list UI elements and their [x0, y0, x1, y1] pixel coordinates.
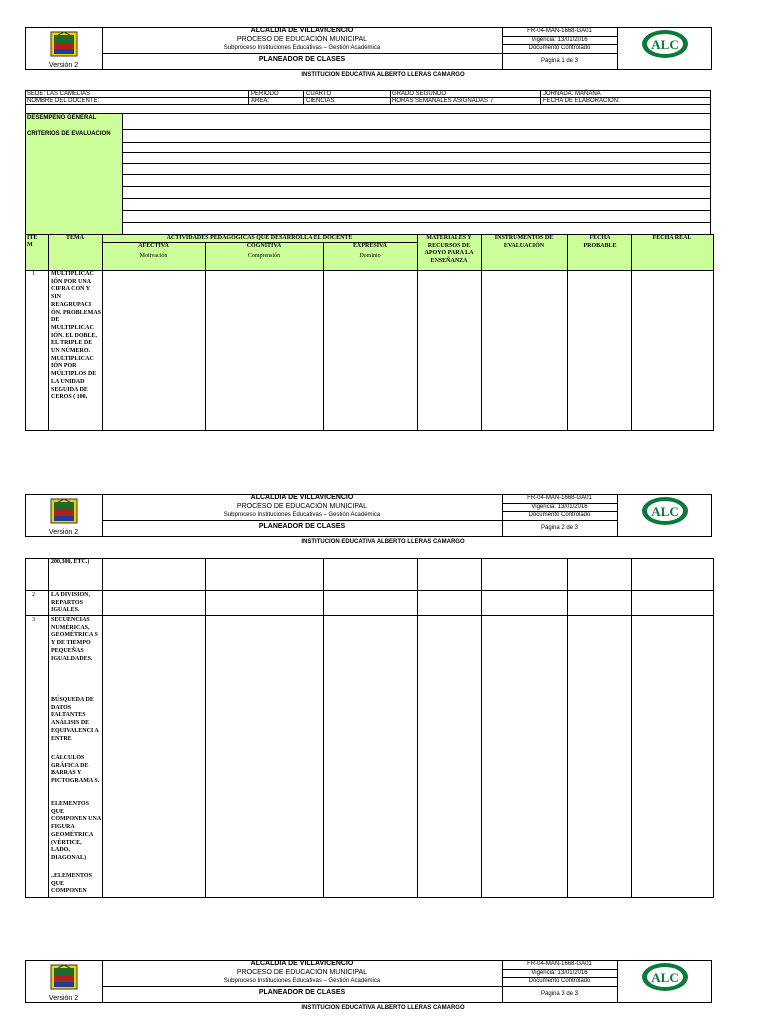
col-sub-dominio: Dominio: [359, 253, 381, 259]
subprocess-name: Subproceso Instituciones Educativas – Gestión Académica: [223, 45, 381, 51]
grado-field: GRADO SEGUNDO: [392, 91, 447, 97]
process-name: PROCESO DE EDUCACIÓN MUNICIPAL: [236, 503, 368, 510]
criterios-label: CRITERIOS DE EVALUACION: [27, 131, 111, 137]
row-2-item-number: 2: [32, 592, 35, 598]
sede-field: SEDE: LAS CAMELIAS: [27, 91, 91, 97]
row-3-topic-secuencias: SECUENCIAS NUMÉRICAS, GEOMÉTRICA S Y DE TIEMPO PEQUEÑAS IGUALDADES.: [51, 617, 98, 662]
page-number: Página 3 de 3: [540, 991, 579, 997]
doc-code: FR-04-MAN-1668-GA01: [527, 28, 592, 34]
institution-name: INSTITUCION EDUCATIVA ALBERTO LLERAS CAMARGO: [301, 1005, 465, 1011]
doc-title: PLANEADOR DE CLASES: [258, 56, 346, 63]
page-number: Página 1 de 3: [540, 58, 579, 64]
row-2-topic: LA DIVISION, REPARTOS IGUALES.: [51, 592, 91, 614]
institution-name: INSTITUCION EDUCATIVA ALBERTO LLERAS CAMARGO: [301, 539, 465, 545]
doc-validity: Vigencia: 13/01/2016: [531, 37, 588, 43]
doc-title: PLANEADOR DE CLASES: [258, 989, 346, 996]
municipal-crest-logo: [50, 31, 78, 57]
col-header-expresiva: EXPRESIVA: [353, 243, 387, 249]
page-number: Página 2 de 3: [540, 525, 579, 531]
col-header-instrumentos: INSTRUMENTOS DE EVALUACIÓN: [494, 235, 554, 249]
row-1-topic-continued: 200,300, ETC.): [51, 559, 90, 565]
version-label: Versión 2: [48, 62, 79, 69]
subprocess-name: Subproceso Instituciones Educativas – Gestión Académica: [223, 512, 381, 518]
desempeno-label: DESEMPENO GENERAL: [27, 115, 97, 121]
svg-text:ALC: ALC: [651, 504, 679, 519]
municipal-crest-logo: [50, 964, 78, 990]
institution-logo: [641, 496, 689, 526]
col-sub-motivacion: Motivación: [139, 253, 168, 259]
doc-validity: Vigencia: 13/01/2016: [531, 504, 588, 510]
col-header-item: ITE M: [27, 235, 38, 248]
municipal-crest-logo: [50, 498, 78, 524]
version-label: Versión 2: [48, 529, 79, 536]
docente-field: NOMBRE DEL DOCENTE:: [27, 98, 100, 104]
institution-name: INSTITUCION EDUCATIVA ALBERTO LLERAS CAMARGO: [301, 72, 465, 78]
col-header-fecha-real: FECHA REAL: [652, 235, 692, 241]
col-header-cognitiva: COGNITIVA: [246, 243, 282, 249]
col-header-tema: TEMA: [66, 235, 84, 241]
doc-controlled: Documento Controlado: [528, 45, 591, 51]
horas-label: HORAS SEMANALES ASIGNADAS: [392, 98, 489, 104]
col-header-fecha-probable: FECHA PROBABLE: [583, 235, 617, 249]
doc-code: FR-04-MAN-1668-GA01: [527, 495, 592, 501]
svg-text:ALC: ALC: [651, 970, 679, 985]
col-header-materiales: MATERIALES Y RECURSOS DE APOYO PARA LA ENSEÑANZA: [424, 235, 474, 265]
doc-validity: Vigencia: 13/01/2016: [531, 970, 588, 976]
svg-text:ALC: ALC: [651, 37, 679, 52]
col-sub-comprension: Comprensión: [247, 253, 281, 259]
fecha-elaboracion-field: FECHA DE ELABORACION:: [543, 98, 620, 104]
periodo-label: PERIODO: [251, 91, 279, 97]
row-3-item-number: 3: [32, 617, 35, 623]
col-header-actividades: ACTIVIDADES PEDAGOGICAS QUE DESARROLLA EL DOCENTE: [166, 235, 353, 241]
version-label: Versión 2: [48, 995, 79, 1002]
doc-title: PLANEADOR DE CLASES: [258, 523, 346, 530]
area-label: AREA:: [251, 98, 270, 104]
subprocess-name: Subproceso Instituciones Educativas – Gestión Académica: [223, 978, 381, 984]
institution-logo: [641, 962, 689, 992]
horas-value: 7: [490, 98, 494, 104]
row-1-item-number: 1: [32, 271, 35, 277]
periodo-value: CUARTO: [306, 91, 332, 97]
row-3-topic-busqueda: BÚSQUEDA DE DATOS FALTANTES ANÁLISIS DE EQUIVALENCI A ENTRE: [51, 697, 99, 742]
row-3-topic-elementos: ELEMENTOS QUE COMPONEN UNA FIGURA GEOMÉTRICA (VÉRTICE, LADO, DIAGONAL): [51, 801, 101, 861]
org-name: ALCALDIA DE VILLAVICENCIO: [250, 27, 354, 34]
jornada-field: JORNADA: MAÑANA: [543, 91, 601, 97]
doc-controlled: Documento Controlado: [528, 978, 591, 984]
row-3-topic-elementos-cont: ..ELEMENTOS QUE COMPONEN: [51, 873, 92, 895]
doc-code: FR-04-MAN-1668-GA01: [527, 961, 592, 967]
process-name: PROCESO DE EDUCACIÓN MUNICIPAL: [236, 36, 368, 43]
org-name: ALCALDIA DE VILLAVICENCIO: [250, 494, 354, 501]
doc-controlled: Documento Controlado: [528, 512, 591, 518]
process-name: PROCESO DE EDUCACIÓN MUNICIPAL: [236, 969, 368, 976]
col-header-afectiva: AFECTIVA: [138, 243, 169, 249]
area-value: CIENCIAS: [306, 98, 335, 104]
row-1-topic: MULTIPLICAC IÓN POR UNA CIFRA CON Y SIN REAGRUPACI ÓN. PROBLEMAS DE MULTIPLICAC IÓN. EL DOBLE, EL TRIPLE DE UN NÚMERO. MULTIPLICAC IÓN POR MÚLTIPLOS DE LA UNIDAD SEGUIDA DE CEROS ( 100,: [51, 271, 102, 401]
row-3-topic-calculos: CÁLCULOS GRÁFICA DE BARRAS Y PICTOGRAMA S.: [51, 755, 100, 785]
institution-logo: [641, 29, 689, 59]
org-name: ALCALDIA DE VILLAVICENCIO: [250, 960, 354, 967]
